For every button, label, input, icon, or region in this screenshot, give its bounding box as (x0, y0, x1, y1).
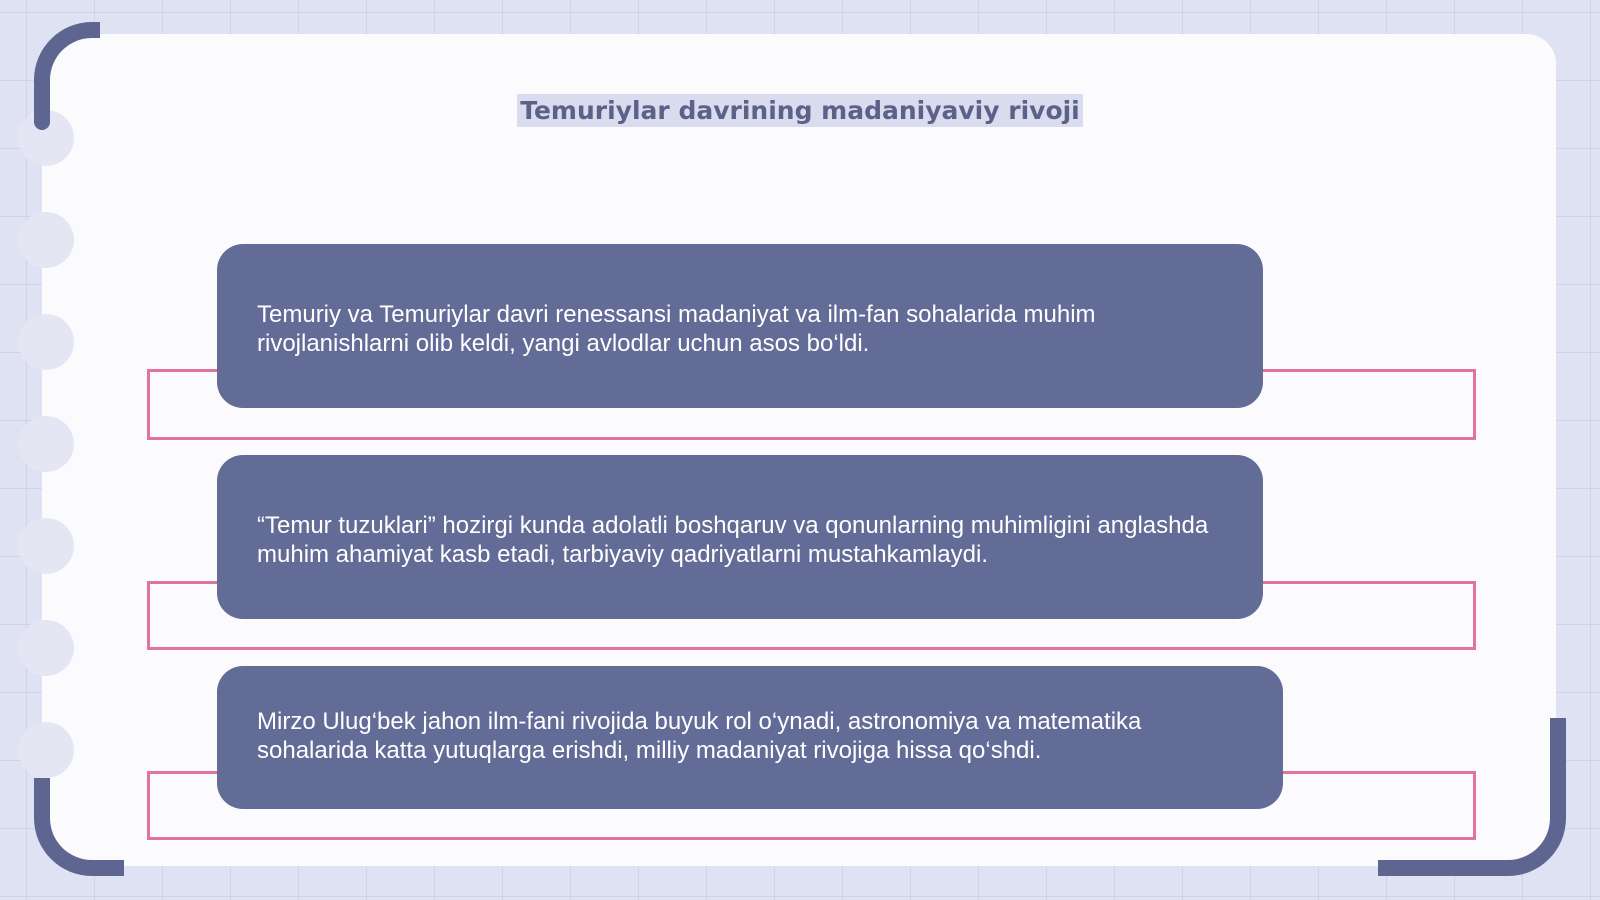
list-item-card (217, 666, 1283, 809)
notebook-hole (18, 416, 74, 472)
notebook-hole (18, 620, 74, 676)
corner-bracket-bottom-left (34, 778, 124, 876)
notebook-hole (18, 212, 74, 268)
list-item-text: “Temur tuzuklari” hozirgi kunda adolatli boshqaruv va qonunlarning muhimligini anglashda muhim ahamiyat kasb etadi, tarbiyaviy qadriyatlarni mustahkamlaydi. (257, 512, 1209, 568)
notebook-hole (18, 518, 74, 574)
list-item-card (217, 244, 1263, 408)
list-item-card (217, 455, 1263, 619)
notebook-hole (18, 314, 74, 370)
list-item-text: Mirzo Ulug‘bek jahon ilm-fani rivojida buyuk rol o‘ynadi, astronomiya va matematika sohalarida katta yutuqlarga erishdi, milliy madaniyat rivojiga hissa qo‘shdi. (257, 708, 1142, 764)
notebook-hole (18, 722, 74, 778)
slide-title: Temuriylar davrining madaniyaviy rivoji (517, 94, 1083, 127)
slide-title-wrap (0, 94, 1600, 127)
list-item-text: Temuriy va Temuriylar davri renessansi madaniyat va ilm-fan sohalarida muhim rivojlanishlarni olib keldi, yangi avlodlar uchun asos bo‘ldi. (257, 301, 1096, 357)
